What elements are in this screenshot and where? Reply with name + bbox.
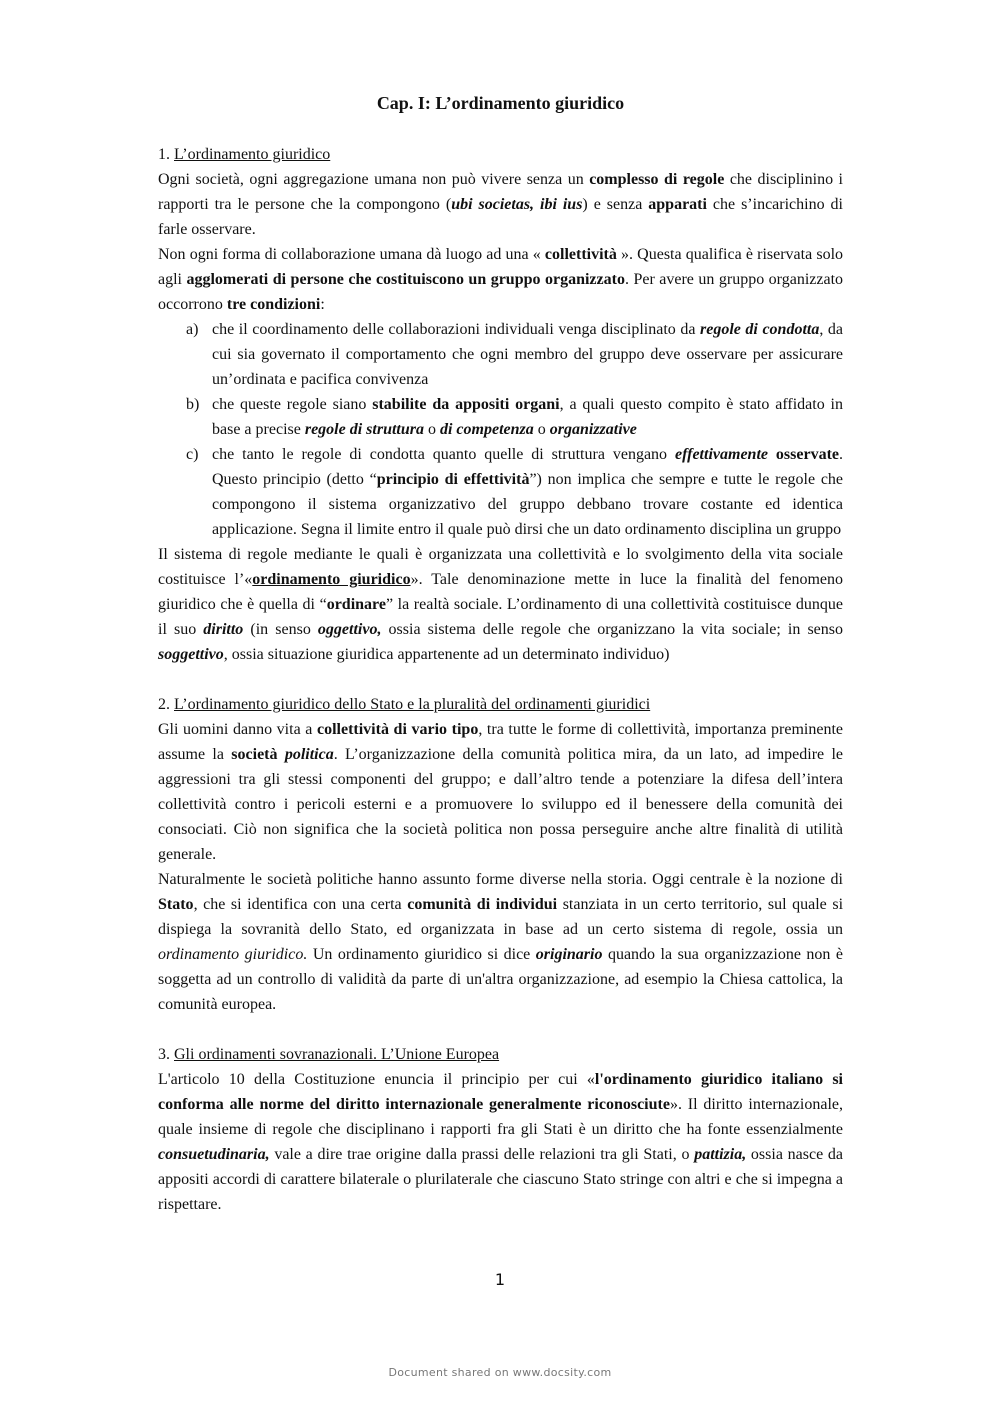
text-run: Ogni società, ogni aggregazione umana non può vivere senza un: [158, 171, 590, 188]
text-run: di competenza: [439, 421, 534, 438]
text-run: ». Tale denominazione mette in luce la finalità del fenomeno giuridico che è quella di “: [158, 571, 843, 613]
paragraph: [158, 1067, 843, 1217]
spacer: [158, 1017, 843, 1042]
text-run: , a quali questo compito è stato affidato in base a precise: [212, 396, 843, 438]
text-run: , ossia situazione giuridica appartenente ad un determinato individuo): [223, 646, 670, 663]
text-run: vale a dire trae origine dalla prassi delle relazioni tra gli Stati, o: [269, 1146, 695, 1163]
section-3-heading: [158, 1042, 843, 1067]
text-run: diritto: [203, 621, 244, 638]
text-run: , che si identifica con una certa: [193, 896, 408, 913]
text-run: Naturalmente le società politiche hanno assunto forme diverse nella storia. Oggi centrale è la nozione di: [158, 871, 843, 888]
text-run: effettivamente: [674, 446, 768, 463]
text-run: società: [231, 746, 278, 763]
paragraph: [158, 867, 843, 1017]
section-1: [158, 142, 843, 667]
text-run: ubi societas, ibi ius: [451, 196, 583, 213]
list-marker: a): [186, 321, 199, 338]
text-run: :: [320, 296, 325, 313]
text-run: ordinare: [326, 596, 386, 613]
conditions-list: [158, 317, 843, 542]
text-run: ordinamento giuridico.: [158, 946, 308, 963]
text-run: o: [423, 421, 440, 438]
paragraph: [158, 542, 843, 667]
footer-note: Document shared on www.docsity.com: [388, 1366, 612, 1379]
section-2-heading: [158, 692, 843, 717]
text-run: ossia nasce da appositi accordi di carattere bilaterale o plurilaterale che ciascuno Stato stringe con altri e che si impegna a rispettare.: [158, 1146, 843, 1213]
text-run: complesso di regole: [589, 171, 725, 188]
section-title: Gli ordinamenti sovranazionali. L’Unione Europea: [174, 1046, 500, 1063]
text-run: soggettivo: [158, 646, 224, 663]
spacer: [158, 667, 843, 692]
text-run: l'ordinamento giuridico italiano si conforma alle norme del diritto internazionale generalmente riconosciute: [158, 1071, 843, 1113]
text-run: Stato: [158, 896, 194, 913]
section-3: [158, 1042, 843, 1217]
section-title: L’ordinamento giuridico: [174, 146, 331, 163]
text-run: , da cui sia governato il comportamento che ogni membro del gruppo deve osservare per assicurare un’ordinata e pacifica convivenza: [212, 321, 843, 388]
list-item-text: [212, 396, 843, 438]
text-run: osservate: [775, 446, 839, 463]
text-run: tre condizioni: [226, 296, 321, 313]
text-run: quando la sua organizzazione non è soggetta ad un controllo di validità da parte di un'altra organizzazione, ad esempio la Chiesa cattolica, la comunità europea.: [158, 946, 844, 1013]
section-title: L’ordinamento giuridico dello Stato e la pluralità del ordinamenti giuridici: [174, 696, 651, 713]
paragraph: [158, 242, 843, 317]
text-run: Non ogni forma di collaborazione umana dà luogo ad una «: [158, 246, 545, 263]
section-2: [158, 692, 843, 1017]
text-run: pattizia,: [694, 1146, 747, 1163]
text-run: collettività: [544, 246, 617, 263]
section-1-heading: [158, 142, 843, 167]
text-run: principio di effettività: [376, 471, 530, 488]
text-run: che disciplinino i rapporti tra le persone che la compongono (: [158, 171, 844, 213]
text-run: . Questo principio (detto “: [212, 446, 843, 488]
text-run: ». Il diritto internazionale, quale insieme di regole che disciplinano i rapporti fra gli Stati è un diritto che ha fonte essenzialmente: [158, 1096, 844, 1138]
paragraph: [158, 717, 843, 867]
text-run: stanziata in un certo territorio, sul quale si dispiega la sovranità dello Stato, ed organizzata in base ad un certo sistema di regole, ossia un: [158, 896, 844, 938]
list-marker: c): [186, 446, 199, 463]
text-run: o: [533, 421, 550, 438]
text-run: agglomerati di persone che costituiscono un gruppo organizzato: [186, 271, 625, 288]
text-run: consuetudinaria,: [158, 1146, 270, 1163]
text-run: , tra tutte le forme di collettività, importanza preminente assume la: [158, 721, 843, 763]
text-run: organizzative: [549, 421, 637, 438]
text-run: comunità di individui: [407, 896, 558, 913]
text-run: che tanto le regole di condotta quanto quelle di struttura vengano: [212, 446, 675, 463]
paragraph: [158, 167, 843, 242]
document-page: [158, 90, 843, 1217]
text-run: che s’incarichino di farle osservare.: [158, 196, 843, 238]
text-run: regole di condotta: [700, 321, 820, 338]
text-run: Il sistema di regole mediante le quali è organizzata una collettività e lo svolgimento della vita sociale costituisce l’«: [158, 546, 843, 588]
text-run: L'articolo 10 della Costituzione enuncia il principio per cui «: [158, 1071, 595, 1088]
list-item: [186, 442, 844, 542]
text-run: che il coordinamento delle collaborazioni individuali venga disciplinato da: [212, 321, 700, 338]
text-run: che queste regole siano: [212, 396, 373, 413]
text-run: originario: [535, 946, 603, 963]
text-run: ossia sistema delle regole che organizzano la vita sociale; in senso: [381, 621, 844, 638]
list-item-text: [212, 321, 843, 388]
text-run: . Per avere un gruppo organizzato occorrono: [158, 271, 844, 313]
list-item: [186, 317, 843, 392]
text-run: oggettivo,: [317, 621, 382, 638]
text-run: . L’organizzazione della comunità politica mira, da un lato, ad impedire le aggressioni tra gli stessi componenti del gruppo; e dall’altro tende a potenziare la difesa dell’intera collettività contro i pericoli esterni e a promuovere lo sviluppo ed il benessere della comunità dei consociati. Ciò non significa che la società politica non possa perseguire anche altre finalità di utilità generale.: [158, 746, 843, 863]
text-run: (in senso: [243, 621, 318, 638]
section-number: 2.: [158, 696, 174, 713]
text-run: ”) non implica che sempre e tutte le regole che compongono il sistema organizzativo del gruppo debbano trovare costante ed identica applicazione. Segna il limite entro il quale può dirsi che un dato ordinamento disciplina un gruppo: [212, 471, 844, 538]
chapter-title: Cap. I: L’ordinamento giuridico: [376, 93, 625, 113]
text-run: ” la realtà sociale. L’ordinamento di una collettività costituisce dunque il suo: [158, 596, 843, 638]
text-run: [768, 446, 776, 463]
list-marker: b): [186, 396, 200, 413]
section-number: 1.: [158, 146, 174, 163]
text-run: Un ordinamento giuridico si dice: [307, 946, 536, 963]
text-run: regole di struttura: [304, 421, 424, 438]
text-run: ordinamento giuridico: [252, 571, 411, 588]
text-run: ». Questa qualifica è riservata solo agli: [158, 246, 844, 288]
section-number: 3.: [158, 1046, 174, 1063]
list-item-text: [212, 446, 843, 538]
text-run: collettività di vario tipo: [316, 721, 479, 738]
text-run: apparati: [648, 196, 707, 213]
list-item: [186, 392, 843, 442]
text-run: Gli uomini danno vita a: [158, 721, 317, 738]
text-run: ) e senza: [582, 196, 649, 213]
text-run: [278, 746, 285, 763]
text-run: politica: [284, 746, 334, 763]
text-run: stabilite da appositi organi: [372, 396, 560, 413]
page-number: 1: [494, 1270, 506, 1289]
